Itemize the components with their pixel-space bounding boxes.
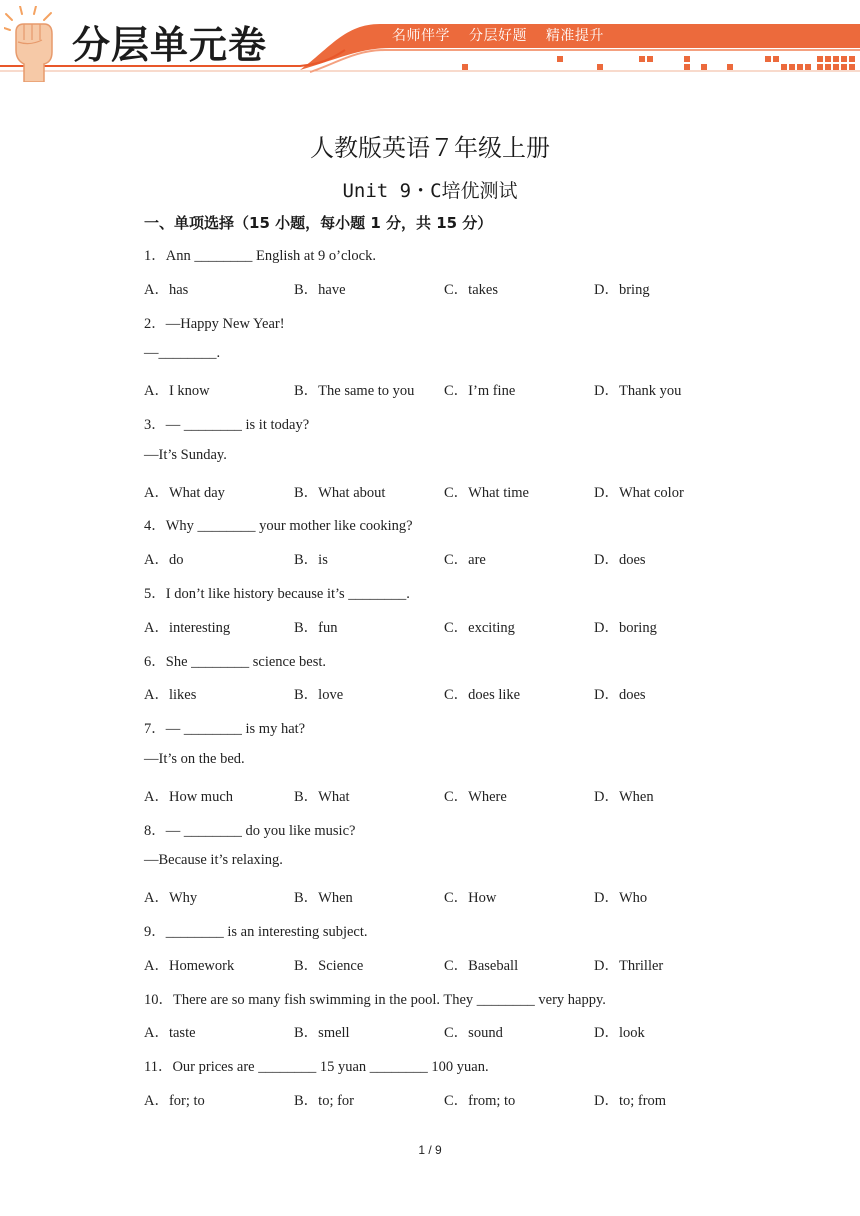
answer-option: D．Who (594, 890, 648, 907)
answer-option: C．exciting (444, 619, 515, 636)
question-dialogue-line: —It’s Sunday. (144, 446, 227, 463)
answer-option: C．I’m fine (444, 383, 516, 400)
answer-option: D．look (594, 1025, 645, 1042)
question-stem: 5．I don’t like history because it’s ________. (144, 586, 410, 602)
answer-option: B．When (294, 890, 353, 907)
question-stem: 11．Our prices are ________ 15 yuan ________ 100 yuan. (144, 1059, 489, 1076)
answer-option: D．does (594, 687, 646, 704)
answer-option: A．interesting (144, 619, 231, 636)
header-banner (0, 0, 860, 80)
answer-option: B．fun (294, 619, 338, 636)
answer-option: C．Baseball (444, 957, 519, 974)
slogan-item: 分层好题 (468, 28, 527, 44)
answer-option: A．I know (144, 383, 210, 400)
answer-option: D．does (594, 552, 646, 569)
answer-option: C．Where (444, 788, 507, 805)
answer-option: A．likes (144, 687, 197, 704)
answer-option: C．from; to (444, 1093, 516, 1109)
question-stem: 7．— ________ is my hat? (144, 721, 306, 738)
answer-option: B．is (294, 552, 328, 569)
answer-option: D．What color (594, 484, 684, 501)
answer-option: A．Why (144, 890, 198, 907)
answer-option: C．are (444, 552, 486, 569)
answer-option: B．What about (294, 484, 386, 501)
answer-option: B．to; for (294, 1093, 355, 1109)
answer-option: A．for; to (144, 1093, 205, 1109)
answer-option: D．bring (594, 281, 650, 298)
question-stem: 9．________ is an interesting subject. (144, 924, 368, 940)
question-stem: 8．— ________ do you like music? (144, 822, 356, 839)
question-stem: 10．There are so many fish swimming in the pool. They ________ very happy. (144, 991, 606, 1008)
question-stem: 6．She ________ science best. (144, 653, 327, 670)
question-dialogue-line: —It’s on the bed. (144, 751, 245, 767)
slogan-item: 精准提升 (545, 28, 604, 44)
answer-option: B．What (294, 788, 350, 805)
answer-option: D．When (594, 788, 654, 805)
answer-option: B．The same to you (294, 383, 415, 400)
question-dialogue-line: —________. (144, 345, 221, 362)
answer-option: D．Thank you (594, 383, 682, 400)
logo-title: 分层单元卷 (72, 23, 268, 67)
slogan-item: 名师伴学 (392, 28, 450, 44)
answer-option: D．boring (594, 619, 657, 636)
answer-option: B．smell (294, 1025, 350, 1042)
answer-option: A．taste (144, 1025, 196, 1042)
answer-option: D．Thriller (594, 957, 664, 974)
answer-option: D．to; from (594, 1093, 667, 1109)
answer-option: A．What day (144, 484, 225, 501)
question-stem: 3．— ________ is it today? (144, 417, 310, 433)
question-dialogue-line: —Because it’s relaxing. (144, 852, 283, 869)
answer-option: C．sound (444, 1025, 503, 1042)
answer-option: A．Homework (144, 957, 235, 974)
section-heading: 一、单项选择（15 小题，每小题 1 分，共 15 分） (144, 214, 493, 232)
answer-option: B．love (294, 687, 344, 704)
answer-option: B．Science (294, 957, 364, 974)
answer-option: C．How (444, 890, 497, 907)
answer-option: C．takes (444, 281, 498, 298)
page-number: 1 / 9 (418, 1143, 442, 1157)
decorative-dots (0, 0, 860, 80)
question-stem: 4．Why ________ your mother like cooking? (144, 518, 413, 535)
document-subtitle: Unit 9・C培优测试 (342, 180, 518, 202)
question-stem: 1．Ann ________ English at 9 o’clock. (144, 248, 376, 264)
answer-option: B．have (294, 281, 346, 298)
answer-option: A．do (144, 552, 184, 569)
document-title: 人教版英语７年级上册 (310, 134, 550, 162)
answer-option: C．What time (444, 484, 529, 501)
answer-option: C．does like (444, 687, 521, 704)
question-stem: 2．—Happy New Year! (144, 315, 285, 332)
answer-option: A．has (144, 281, 189, 298)
answer-option: A．How much (144, 788, 234, 805)
